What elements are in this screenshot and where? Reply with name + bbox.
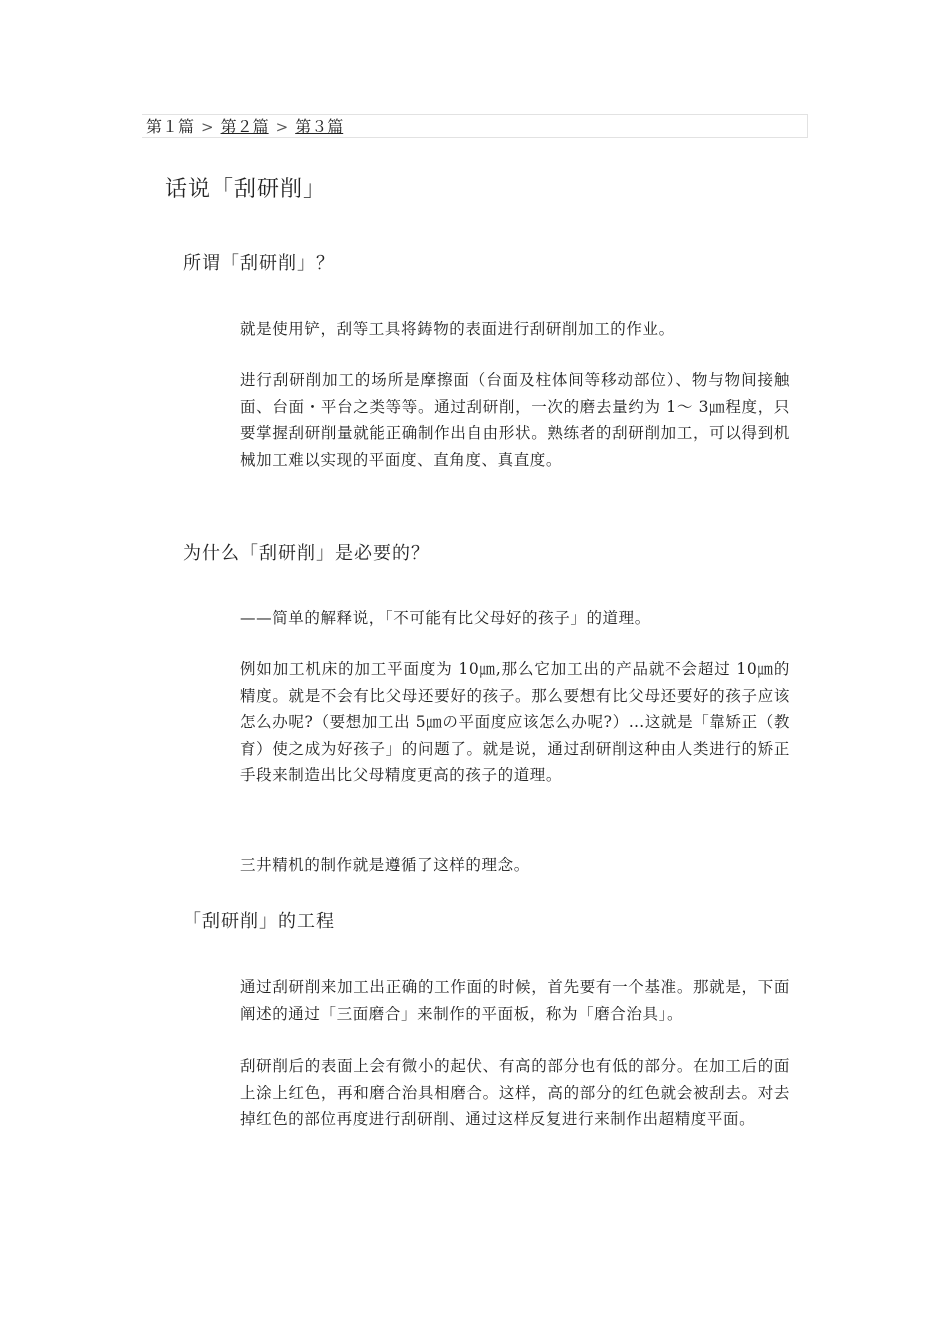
chevron-right-icon: > [275,118,289,136]
chevron-right-icon: > [201,118,214,136]
paragraph: 进行刮研削加工的场所是摩擦面（台面及柱体间等移动部位）、物与物间接触面、台面・平台之类等等。通过刮研削，一次的磨去量约为 1～ 3㎛程度，只要掌握刮研削量就能正确制作出自由形状。熟练者的刮研削加工，可以得到机械加工难以实现的平面度、直角度、真直度。 [240,371,790,469]
breadcrumb-link-2[interactable]: 第２篇 [220,117,269,136]
paragraph: 三井精机的制作就是遵循了这样的理念。 [240,856,530,874]
paragraph: 就是使用铲，刮等工具将鋳物的表面进行刮研削加工的作业。 [240,320,675,338]
breadcrumb-item-1: 第１篇 [146,117,195,136]
page-title: 话说「刮研削」 [165,177,327,202]
section-heading-why-needed: 为什么「刮研削」是必要的？ [183,543,430,564]
breadcrumb [142,114,808,138]
section-heading-what-is: 所谓「刮研削」？ [183,253,335,274]
breadcrumb-link-3[interactable]: 第３篇 [295,117,344,136]
paragraph: 通过刮研削来加工出正确的工作面的时候，首先要有一个基准。那就是，下面阐述的通过「三面磨合」来制作的平面板，称为「磨合治具」。 [240,978,790,1023]
paragraph: 刮研削后的表面上会有微小的起伏、有高的部分也有低的部分。在加工后的面上涂上红色，再和磨合治具相磨合。这样，高的部分的红色就会被刮去。对去掉红色的部位再度进行刮研削、通过这样反复进行来制作出超精度平面。 [240,1057,790,1128]
paragraph: ——简单的解释说，「不可能有比父母好的孩子」的道理。 [240,609,651,627]
section-heading-process: 「刮研削」的工程 [183,911,335,932]
paragraph: 例如加工机床的加工平面度为 10㎛,那么它加工出的产品就不会超过 10㎛的精度。就是不会有比父母还要好的孩子。那么要想有比父母还要好的孩子应该怎么办呢?（要想加工出 5㎛の平面度应该怎么办呢?）…这就是「靠矫正（教育）使之成为好孩子」的问题了。就是说，通过刮研削这种由人类进行的矫正手段来制造出比父母精度更高的孩子的道理。 [240,660,790,784]
